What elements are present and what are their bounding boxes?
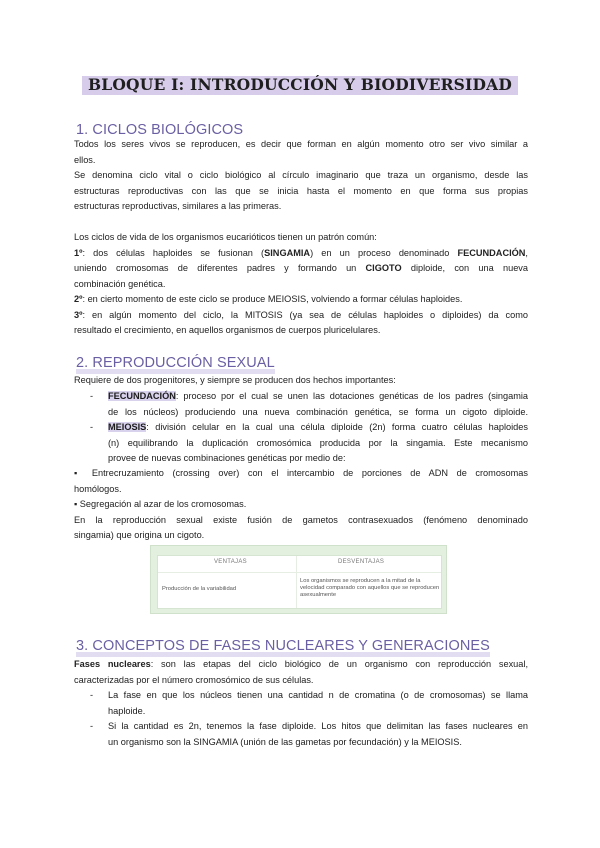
text-run: : dos células haploides se fusionan ( bbox=[82, 247, 265, 258]
paragraph-line: singamia) que origina un cigoto. bbox=[74, 530, 205, 540]
item-number: 2º bbox=[74, 294, 83, 304]
table-divider bbox=[158, 572, 441, 573]
list-item-1-cont bbox=[74, 261, 528, 277]
title-wrapper bbox=[0, 74, 600, 96]
bullet-line: (n) equilibrando la duplicación cromosómica producida por la singamia. Este mecanismo bbox=[108, 437, 528, 448]
paragraph-line: estructuras reproductivas, similares a las primeras. bbox=[74, 201, 282, 211]
dash-bullet: - bbox=[90, 721, 94, 731]
term-fases-nucleares: Fases nucleares bbox=[74, 659, 151, 669]
text-run: : son las etapas del ciclo biológico de un organismo con reproducción sexual, bbox=[150, 659, 528, 669]
section-heading-ciclos: 1. CICLOS BIOLÓGICOS bbox=[76, 122, 244, 138]
blank-line bbox=[74, 215, 528, 231]
table-cell: asexualmente bbox=[300, 592, 337, 598]
term-singamia: SINGAMIA bbox=[264, 247, 311, 258]
bullet-diploide bbox=[90, 719, 528, 750]
table-column-divider bbox=[296, 556, 297, 608]
term-fecundacion-highlight: FECUNDACIÓN bbox=[108, 391, 176, 401]
text-run: : proceso por el cual se unen las dotaciones genéticas de los padres (singamia bbox=[175, 391, 528, 401]
text-run: , bbox=[525, 247, 528, 258]
bullet-text bbox=[108, 389, 528, 420]
paragraph-line: caracterizadas por el número cromosómico de sus células. bbox=[74, 674, 314, 685]
bullet-line: haploide. bbox=[108, 705, 146, 716]
term-fecundacion: FECUNDACIÓN bbox=[457, 247, 526, 258]
list-item-2 bbox=[74, 292, 528, 308]
paragraph-line: Requiere de dos progenitores, y siempre se producen dos hechos importantes: bbox=[74, 375, 396, 385]
list-item-1 bbox=[74, 246, 528, 262]
text-run: : en cierto momento de este ciclo se produce MEIOSIS, volviendo a formar células haploides. bbox=[82, 294, 463, 304]
advantages-table bbox=[150, 545, 447, 614]
bullet-fecundacion bbox=[90, 389, 528, 420]
bullet-text bbox=[108, 420, 528, 467]
section-2-body bbox=[74, 466, 528, 544]
table-header-ventajas: VENTAJAS bbox=[214, 559, 247, 565]
text-run: : en algún momento del ciclo, la MITOSIS (ya sea de células haploides o diploides) da como bbox=[82, 309, 528, 320]
table-cell: velocidad comparado con aquellos que se reproducen bbox=[300, 585, 440, 591]
dash-bullet: - bbox=[90, 391, 94, 401]
paragraph-line: Todos los seres vivos se reproducen, es decir que forman en algún momento otro ser vivo similar a bbox=[74, 139, 528, 149]
bullet-line bbox=[108, 420, 528, 436]
table-inner bbox=[157, 555, 442, 609]
bullet-line: de los núcleos) produciendo una nueva combinación genética, se forma un cigoto diploide. bbox=[108, 406, 528, 417]
table-header-desventajas: DESVENTAJAS bbox=[338, 559, 385, 565]
bullet-line bbox=[108, 389, 528, 405]
text-run: diploide, con una nueva bbox=[401, 263, 529, 273]
bullet-line: un organismo son la SINGAMIA (unión de las gametas por fecundación) y la MEIOSIS. bbox=[108, 736, 462, 747]
table-cell: Los organismos se reproducen a la mitad de la bbox=[300, 578, 421, 584]
item-number: 1º bbox=[74, 247, 83, 258]
paragraph-line: ellos. bbox=[74, 154, 96, 165]
bullet-line: Si la cantidad es 2n, tenemos la fase diploide. Los hitos que delimitan las fases nucleares en bbox=[108, 721, 528, 731]
dash-bullet: - bbox=[90, 422, 94, 432]
square-bullet-line: ▪ Segregación al azar de los cromosomas. bbox=[74, 499, 247, 509]
table-cell: Producción de la variabilidad bbox=[162, 586, 237, 592]
dash-bullet: - bbox=[90, 690, 94, 700]
term-meiosis-highlight: MEIOSIS bbox=[108, 422, 147, 432]
bullet-line: La fase en que los núcleos tienen una cantidad n de cromatina (o de cromosomas) se llama bbox=[108, 690, 528, 700]
paragraph-line: Se denomina ciclo vital o ciclo biológico al círculo imaginario que traza un organismo, desde las bbox=[74, 170, 528, 180]
text-run: : división celular en la cual una célula diploide (2n) forma cuatro células haploides bbox=[146, 422, 528, 432]
text-run: uniendo cromosomas de diferentes padres y formando un bbox=[74, 263, 366, 273]
term-cigoto: CIGOTO bbox=[365, 263, 402, 273]
square-bullet-line: homólogos. bbox=[74, 483, 122, 494]
paragraph-line: Los ciclos de vida de los organismos eucarióticos tienen un patrón común: bbox=[74, 232, 377, 242]
section-1-body bbox=[74, 137, 528, 339]
bullet-line: provee de nuevas combinaciones genéticas por medio de: bbox=[108, 453, 346, 463]
bullet-text bbox=[108, 688, 528, 719]
bullet-text bbox=[108, 719, 528, 750]
section-2-intro bbox=[74, 373, 528, 389]
paragraph-line: En la reproducción sexual existe fusión de gametos contrasexuados (fenómeno denominado bbox=[74, 514, 528, 525]
paragraph-line: estructuras reproductivas con las que se inicia hasta el momento en que forma sus propias bbox=[74, 185, 528, 196]
list-item-3 bbox=[74, 308, 528, 324]
square-bullet-line: ▪ Entrecruzamiento (crossing over) con el intercambio de porciones de ADN de cromosomas bbox=[74, 468, 528, 478]
bullet-meiosis bbox=[90, 420, 528, 467]
page-title: BLOQUE I: INTRODUCCIÓN Y BIODIVERSIDAD bbox=[84, 74, 516, 96]
section-3-body bbox=[74, 657, 528, 688]
section-heading-fases: 3. CONCEPTOS DE FASES NUCLEARES Y GENERACIONES bbox=[76, 638, 490, 654]
paragraph-line bbox=[74, 657, 528, 673]
section-heading-reproduccion: 2. REPRODUCCIÓN SEXUAL bbox=[76, 355, 275, 371]
bullet-haploide bbox=[90, 688, 528, 719]
list-item-3-cont: resultado el crecimiento, en aquellos organismos de cuerpos pluricelulares. bbox=[74, 325, 381, 335]
list-item-1-end: combinación genética. bbox=[74, 278, 166, 289]
item-number: 3º bbox=[74, 309, 83, 320]
text-run: ) en un proceso denominado bbox=[310, 247, 458, 258]
